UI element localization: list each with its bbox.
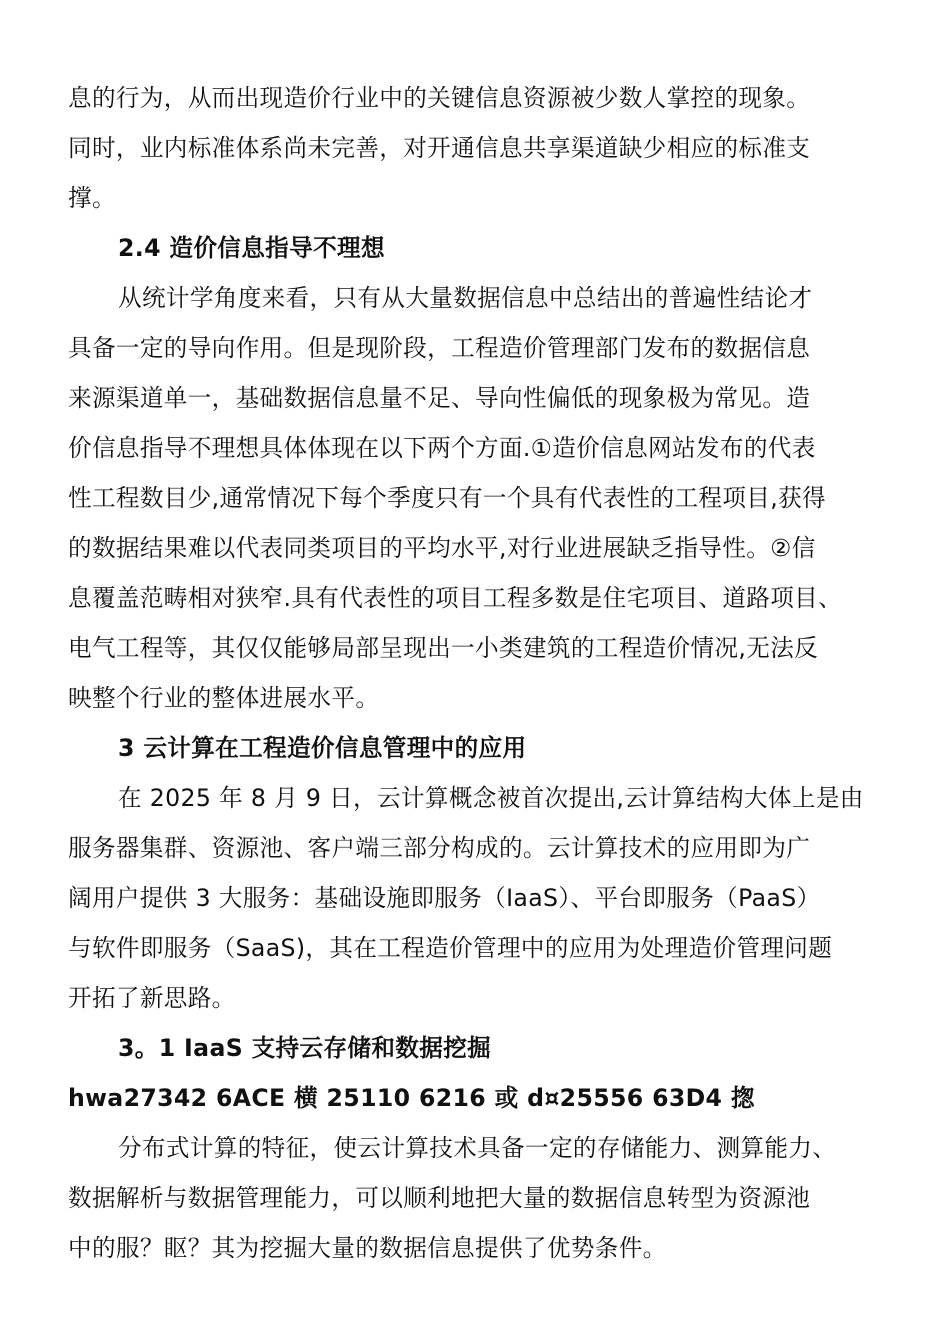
text-line: 阔用户提供 3 大服务：基础设施即服务（IaaS）、平台即服务（PaaS） [68, 884, 821, 912]
text-line: 的数据结果难以代表同类项目的平均水平,对行业进展缺乏指导性。②信 [68, 534, 816, 562]
text-line: 息覆盖范畴相对狭窄.具有代表性的项目工程多数是住宅项目、道路项目、 [68, 584, 843, 612]
text-line: 价信息指导不理想具体体现在以下两个方面.①造价信息网站发布的代表 [68, 434, 816, 462]
section-heading: 3 云计算在工程造价信息管理中的应用 [118, 734, 527, 762]
text-line: 从统计学角度来看，只有从大量数据信息中总结出的普遍性结论才 [118, 284, 813, 312]
text-line: 开拓了新思路。 [68, 984, 236, 1012]
text-line: 数据解析与数据管理能力，可以顺利地把大量的数据信息转型为资源池 [68, 1184, 811, 1212]
section-heading: 2.4 造价信息指导不理想 [118, 234, 385, 262]
text-line: 来源渠道单一，基础数据信息量不足、导向性偏低的现象极为常见。造 [68, 384, 811, 412]
text-line: 撑。 [68, 184, 116, 212]
text-line: 息的行为，从而出现造价行业中的关键信息资源被少数人掌控的现象。 [68, 84, 811, 112]
section-heading: 3。1 IaaS 支持云存储和数据挖掘 [118, 1034, 492, 1062]
text-line: 映整个行业的整体进展水平。 [68, 684, 380, 712]
text-line: 同时，业内标准体系尚未完善，对开通信息共享渠道缺少相应的标准支 [68, 134, 811, 162]
text-line: 性工程数目少,通常情况下每个季度只有一个具有代表性的工程项目,获得 [68, 484, 826, 512]
text-line: 服务器集群、资源池、客户端三部分构成的。云计算技术的应用即为广 [68, 834, 811, 862]
text-line: 分布式计算的特征，使云计算技术具备一定的存储能力、测算能力、 [118, 1134, 837, 1162]
text-line: 电气工程等，其仅仅能够局部呈现出一小类建筑的工程造价情况,无法反 [68, 634, 819, 662]
text-line: 与软件即服务（SaaS)，其在工程造价管理中的应用为处理造价管理问题 [68, 934, 833, 962]
text-line: 在 2025 年 8 月 9 日，云计算概念被首次提出,云计算结构大体上是由 [118, 784, 864, 812]
garbled-text-line: hwa27342 6ACE 横 25110 6216 或 d¤25556 63D4 揔 [68, 1084, 755, 1112]
text-line: 中的服？眍？其为挖掘大量的数据信息提供了优势条件。 [68, 1234, 667, 1262]
text-line: 具备一定的导向作用。但是现阶段，工程造价管理部门发布的数据信息 [68, 334, 811, 362]
